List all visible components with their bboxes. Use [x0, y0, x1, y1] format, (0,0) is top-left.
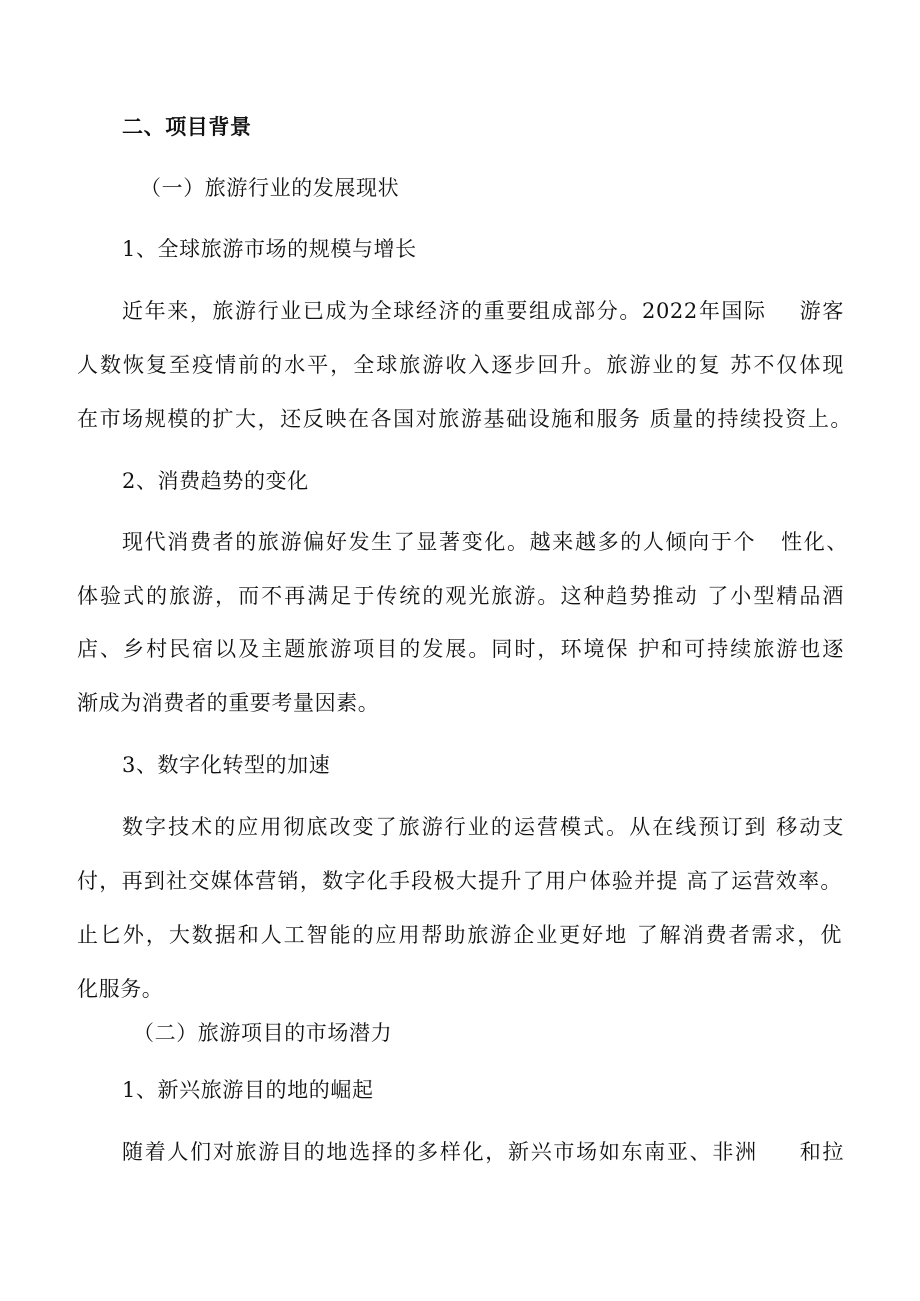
item-title-1-2: 2、消费趋势的变化 — [122, 469, 309, 493]
subsection-title-2: （二）旅游项目的市场潜力 — [133, 1021, 393, 1045]
paragraph-line: 随着人们对旅游目的地选择的多样化，新兴市场如东南亚、非洲 和拉 — [122, 1140, 844, 1164]
paragraph-line: 在市场规模的扩大，还反映在各国对旅游基础设施和服务 质量的持续投资上。 — [77, 407, 852, 431]
paragraph-line: 体验式的旅游，而不再满足于传统的观光旅游。这种趋势推动 了小型精品酒 — [77, 584, 844, 608]
paragraph-line: 近年来，旅游行业已成为全球经济的重要组成部分。2022年国际 游客 — [122, 299, 844, 323]
paragraph-line: 数字技术的应用彻底改变了旅游行业的运营模式。从在线预订到 移动支 — [122, 815, 844, 839]
item-title-1-3: 3、数字化转型的加速 — [122, 753, 331, 777]
paragraph-line: 止匕外，大数据和人工智能的应用帮助旅游企业更好地 了解消费者需求，优 — [77, 923, 842, 947]
subsection-title-1: （一）旅游行业的发展现状 — [140, 176, 400, 200]
paragraph-line: 化服务。 — [77, 977, 164, 1001]
paragraph-line: 现代消费者的旅游偏好发生了显著变化。越来越多的人倾向于个 性化、 — [122, 530, 848, 554]
paragraph-line: 渐成为消费者的重要考量因素。 — [77, 691, 380, 715]
item-title-1-1: 1、全球旅游市场的规模与增长 — [122, 237, 417, 261]
item-title-2-1: 1、新兴旅游目的地的崛起 — [122, 1078, 374, 1102]
paragraph-line: 店、乡村民宿以及主题旅游项目的发展。同时，环境保 护和可持续旅游也逐 — [77, 637, 844, 661]
paragraph-line: 付，再到社交媒体营销，数字化手段极大提升了用户体验并提 高了运营效率。 — [77, 869, 842, 893]
paragraph-line: 人数恢复至疫情前的水平，全球旅游收入逐步回升。旅游业的复 苏不仅体现 — [77, 353, 844, 377]
section-title: 二、项目背景 — [122, 115, 252, 139]
